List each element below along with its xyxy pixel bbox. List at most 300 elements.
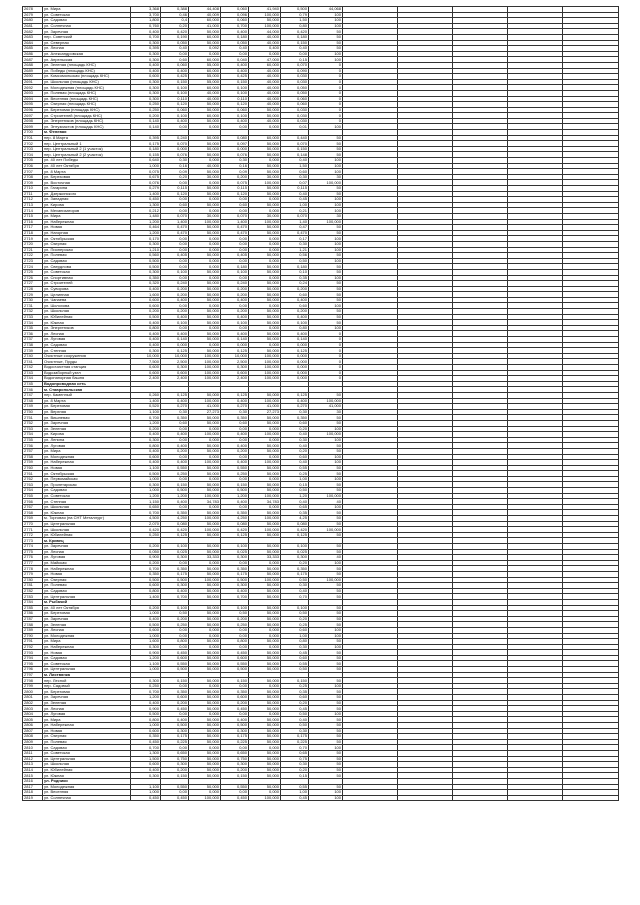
value-cell: 0,60 [281, 292, 309, 298]
value-cell: 0,800 [221, 639, 249, 645]
street-name: м. Ставропольская [43, 387, 131, 393]
value-cell: 0,30 [161, 409, 189, 415]
value-cell: 50 [309, 230, 343, 236]
value-cell: 0,000 [281, 353, 309, 359]
value-cell: 10,000 [161, 353, 189, 359]
empty-cell [343, 795, 398, 801]
value-cell: 0,24 [281, 281, 309, 287]
value-cell: 50 [309, 510, 343, 516]
value-cell: 0,400 [161, 443, 189, 449]
value-cell: 50,000 [189, 29, 221, 35]
value-cell: 1,50 [281, 163, 309, 169]
value-cell: 50,000 [249, 667, 281, 673]
value-cell: 0,40 [281, 191, 309, 197]
value-cell: 0,400 [131, 331, 161, 337]
value-cell: 0,01 [281, 124, 309, 130]
value-cell: 40,000 [249, 102, 281, 108]
row-number: 2684 [23, 40, 43, 46]
value-cell: 0,4 [161, 18, 189, 24]
value-cell: 0,200 [161, 700, 189, 706]
row-number: 2766 [23, 499, 43, 505]
value-cell: 60,000 [189, 113, 221, 119]
value-cell: 0,300 [131, 269, 161, 275]
row-number: 2793 [23, 650, 43, 656]
value-cell: 50,000 [249, 521, 281, 527]
value-cell: 0,000 [189, 208, 221, 214]
value-cell: 0,550 [221, 784, 249, 790]
value-cell: 1,000 [131, 611, 161, 617]
value-cell: 0,300 [161, 365, 189, 371]
value-cell: 0,00 [221, 426, 249, 432]
row-number: 2746 [23, 387, 43, 393]
row-number: 2798 [23, 678, 43, 684]
value-cell: 0,060 [161, 107, 189, 113]
value-cell: 0,150 [221, 482, 249, 488]
value-cell: 0,400 [221, 398, 249, 404]
value-cell: 0,200 [161, 767, 189, 773]
value-cell: 100 [309, 504, 343, 510]
street-name: ул. Центральная [43, 594, 131, 600]
street-name: ул. Энергетиков (площадь КНС) [43, 118, 131, 124]
row-number: 2692 [23, 85, 43, 91]
value-cell: 0,250 [131, 532, 161, 538]
value-cell: 0,500 [131, 471, 161, 477]
street-name: ул. Садовая [43, 588, 131, 594]
value-cell: 0,120 [161, 191, 189, 197]
value-cell: 1,00 [281, 476, 309, 482]
street-name: ул. Садовая [43, 258, 131, 264]
row-number: 2760 [23, 465, 43, 471]
value-cell: 0,79 [281, 12, 309, 18]
street-name: ул. Верхняя [43, 409, 131, 415]
value-cell: 0,400 [281, 398, 309, 404]
row-number: 2812 [23, 756, 43, 762]
street-name: ул. Южная [43, 773, 131, 779]
street-name: ул. Гагарина [43, 186, 131, 192]
row-number: 2763 [23, 482, 43, 488]
value-cell: 50 [309, 415, 343, 421]
value-cell: 40,000 [249, 40, 281, 46]
value-cell: 0,000 [249, 745, 281, 751]
value-cell: 2,400 [221, 376, 249, 382]
value-cell: 0,00 [161, 476, 189, 482]
street-name: ул. Полевая [43, 253, 131, 259]
value-cell: 50,000 [189, 706, 221, 712]
value-cell: 50 [309, 286, 343, 292]
value-cell: 0,00 [161, 627, 189, 633]
row-number: 2721 [23, 247, 43, 253]
value-cell: 0,30 [281, 437, 309, 443]
value-cell: 41,940 [249, 7, 281, 13]
value-cell: 60,000 [189, 18, 221, 24]
street-name: ул. Советская [43, 269, 131, 275]
value-cell: 0,100 [161, 320, 189, 326]
value-cell: 0,000 [189, 158, 221, 164]
value-cell: 0,180 [131, 146, 161, 152]
value-cell: 50,000 [249, 622, 281, 628]
value-cell: 0,120 [161, 102, 189, 108]
value-cell: 0,225 [161, 739, 189, 745]
value-cell: 0,40 [281, 46, 309, 52]
value-cell: 50,000 [189, 309, 221, 315]
value-cell: 0,100 [221, 113, 249, 119]
value-cell: 0,140 [221, 337, 249, 343]
value-cell: 0,30 [221, 158, 249, 164]
value-cell: 0,000 [281, 365, 309, 371]
value-cell: 60,000 [189, 68, 221, 74]
street-name: ул. Александровская [43, 51, 131, 57]
street-name: Водозаборный узел [43, 370, 131, 376]
row-number: 2751 [23, 415, 43, 421]
row-number: 2780 [23, 577, 43, 583]
value-cell: 0,20 [281, 700, 309, 706]
row-number: 2792 [23, 644, 43, 650]
value-cell: 0,025 [161, 549, 189, 555]
value-cell: 0,80 [281, 23, 309, 29]
value-cell: 50 [309, 264, 343, 270]
street-name: пер. Центральный 2 (1 участок) [43, 146, 131, 152]
value-cell: 0,125 [221, 392, 249, 398]
value-cell: 0,550 [221, 465, 249, 471]
value-cell: 50 [309, 420, 343, 426]
value-cell: 55,000 [189, 74, 221, 80]
value-cell: 0,000 [249, 258, 281, 264]
value-cell: 100 [309, 627, 343, 633]
value-cell: 0,000 [189, 264, 221, 270]
value-cell: 0,50 [281, 488, 309, 494]
value-cell: 0,000 [249, 275, 281, 281]
value-cell: 0,450 [221, 795, 249, 801]
value-cell: 50 [309, 695, 343, 701]
value-cell: 0,000 [249, 236, 281, 242]
value-cell: 44,408 [189, 7, 221, 13]
value-cell: 100,000 [249, 398, 281, 404]
value-cell: 0,140 [131, 124, 161, 130]
value-cell: 0,800 [131, 588, 161, 594]
row-number: 2788 [23, 622, 43, 628]
value-cell: 100,000 [189, 460, 221, 466]
street-name: пер. Каменный [43, 392, 131, 398]
value-cell: 100 [309, 197, 343, 203]
value-cell: 0,100 [161, 113, 189, 119]
value-cell: 0,80 [281, 325, 309, 331]
value-cell: 0,300 [221, 365, 249, 371]
value-cell: 0,115 [221, 186, 249, 192]
value-cell: 0,20 [281, 560, 309, 566]
value-cell: 0,800 [131, 443, 161, 449]
street-name: ул. Центральная [43, 667, 131, 673]
value-cell: 0,120 [221, 102, 249, 108]
street-name: ул. Мира [43, 448, 131, 454]
value-cell: 0,350 [161, 510, 189, 516]
value-cell: 0,000 [189, 124, 221, 130]
value-cell: 0,420 [161, 29, 189, 35]
row-number: 2782 [23, 588, 43, 594]
value-cell: 0,000 [249, 426, 281, 432]
value-cell: 100 [309, 745, 343, 751]
value-cell: 0,350 [281, 415, 309, 421]
value-cell: 0,120 [221, 191, 249, 197]
value-cell: 1,300 [131, 202, 161, 208]
street-name: ул. Садовая [43, 342, 131, 348]
value-cell: 0,260 [131, 392, 161, 398]
value-cell: 100 [309, 169, 343, 175]
value-cell: 100 [309, 124, 343, 130]
value-cell: 0,30 [281, 583, 309, 589]
value-cell: 0,00 [221, 476, 249, 482]
value-cell: 50,000 [249, 532, 281, 538]
value-cell: 0,060 [161, 62, 189, 68]
value-cell: 0,56 [281, 253, 309, 259]
value-cell: 0,600 [131, 454, 161, 460]
value-cell: 50,000 [189, 169, 221, 175]
value-cell: 50,000 [249, 169, 281, 175]
value-cell: 0,125 [221, 348, 249, 354]
street-name: ул. Озерная [43, 734, 131, 740]
value-cell: 0,175 [221, 571, 249, 577]
value-cell: 0,270 [281, 404, 309, 410]
value-cell: 0,400 [131, 432, 161, 438]
row-number: 2683 [23, 34, 43, 40]
street-name: м. Кривец [43, 538, 131, 544]
street-name: ул. Озерная [43, 241, 131, 247]
value-cell: 0,35 [281, 275, 309, 281]
street-name: ул. Пионерская [43, 247, 131, 253]
street-name: ул. Лесная [43, 46, 131, 52]
value-cell: 0,000 [189, 51, 221, 57]
value-cell: 100,000 [249, 516, 281, 522]
street-name: ул. Нагорная [43, 230, 131, 236]
row-number: 2748 [23, 398, 43, 404]
value-cell: 0,60 [161, 202, 189, 208]
value-cell: 0,09 [161, 169, 189, 175]
value-cell: 0,200 [221, 616, 249, 622]
row-number: 2724 [23, 264, 43, 270]
value-cell: 50,000 [249, 571, 281, 577]
row-number: 2712 [23, 197, 43, 203]
street-name: ул. Заречная [43, 544, 131, 550]
value-cell: 50,000 [249, 544, 281, 550]
row-number: 2737 [23, 337, 43, 343]
value-cell: 0,000 [249, 711, 281, 717]
value-cell: 100,000 [249, 376, 281, 382]
value-cell: 4,250 [221, 516, 249, 522]
value-cell: 0,60 [281, 454, 309, 460]
value-cell: 0,250 [131, 102, 161, 108]
value-cell: 50,000 [189, 700, 221, 706]
value-cell: 100,000 [309, 493, 343, 499]
value-cell: 0,000 [189, 303, 221, 309]
value-cell: 40,000 [249, 79, 281, 85]
value-cell: 50,000 [189, 532, 221, 538]
row-number: 2819 [23, 795, 43, 801]
value-cell: 50 [309, 750, 343, 756]
value-cell: 10,000 [221, 353, 249, 359]
value-cell: 0,150 [161, 79, 189, 85]
value-cell: 0,000 [189, 633, 221, 639]
street-name: ул. Заречная [43, 29, 131, 35]
value-cell: 0,400 [281, 331, 309, 337]
value-cell: 0 [309, 96, 343, 102]
value-cell: 50,000 [189, 281, 221, 287]
value-cell: 0,097 [221, 141, 249, 147]
value-cell: 0,000 [189, 627, 221, 633]
value-cell: 0 [309, 370, 343, 376]
street-name: Водопроводная сеть [43, 381, 131, 387]
street-name: ул. Новая [43, 728, 131, 734]
street-name: ул. Кирова [43, 202, 131, 208]
row-number: 2769 [23, 516, 43, 522]
value-cell: 10,000 [131, 353, 161, 359]
value-cell: 0,300 [131, 348, 161, 354]
row-number: 2682 [23, 29, 43, 35]
value-cell: 50,000 [189, 611, 221, 617]
value-cell: 0,190 [161, 34, 189, 40]
value-cell: 0,00 [161, 325, 189, 331]
value-cell: 0 [309, 68, 343, 74]
value-cell: 40,000 [249, 90, 281, 96]
street-name: ул. Ленина [43, 437, 131, 443]
value-cell: 0,070 [281, 141, 309, 147]
value-cell: 41,000 [189, 404, 221, 410]
value-cell: 0,10 [281, 269, 309, 275]
street-name: пер. Советский [43, 34, 131, 40]
value-cell: 100,000 [249, 460, 281, 466]
value-cell: 0,300 [281, 555, 309, 561]
value-cell: 0,180 [281, 264, 309, 270]
value-cell: 0,200 [131, 605, 161, 611]
value-cell: 60,000 [189, 85, 221, 91]
value-cell: 100,000 [249, 353, 281, 359]
value-cell: 0,300 [131, 773, 161, 779]
value-cell: 1,500 [131, 756, 161, 762]
value-cell: 0,200 [131, 426, 161, 432]
value-cell: 0,000 [189, 342, 221, 348]
value-cell: 1,000 [131, 667, 161, 673]
value-cell: 50,000 [249, 650, 281, 656]
empty-cell [398, 795, 453, 801]
value-cell: 0,060 [221, 7, 249, 13]
value-cell: 0,400 [221, 29, 249, 35]
row-number: 2801 [23, 695, 43, 701]
value-cell: 50 [309, 320, 343, 326]
value-cell: 0,090 [281, 68, 309, 74]
row-number: 2700 [23, 130, 43, 136]
value-cell: 100 [309, 683, 343, 689]
value-cell: 0 [309, 118, 343, 124]
value-cell: 50,000 [249, 225, 281, 231]
value-cell: 0,400 [161, 432, 189, 438]
street-name: ул. Юбилейная [43, 314, 131, 320]
value-cell: 50 [309, 571, 343, 577]
value-cell: 1,000 [131, 723, 161, 729]
value-cell: 0,060 [281, 96, 309, 102]
value-cell: 0,00 [221, 627, 249, 633]
value-cell: 1,40 [281, 219, 309, 225]
street-name: ул. Октябрьская [43, 471, 131, 477]
value-cell: 0,30 [221, 409, 249, 415]
street-name: ул. Школьная [43, 504, 131, 510]
value-cell: 1,00 [281, 202, 309, 208]
value-cell: 50,000 [249, 639, 281, 645]
row-number: 2702 [23, 141, 43, 147]
value-cell: 50,000 [189, 230, 221, 236]
row-number: 2730 [23, 297, 43, 303]
value-cell: 50,000 [249, 471, 281, 477]
value-cell: 0,00 [161, 437, 189, 443]
street-name: ул. Зеленая [43, 426, 131, 432]
row-number: 2784 [23, 599, 43, 605]
value-cell: 0,100 [221, 320, 249, 326]
value-cell: 0,400 [161, 588, 189, 594]
value-cell: 50,000 [249, 717, 281, 723]
value-cell: 50,000 [189, 420, 221, 426]
street-name: ул. Набережная [43, 644, 131, 650]
street-name: ул. Энтузиастов (площадь КНС) [43, 124, 131, 130]
value-cell: 0,400 [131, 448, 161, 454]
value-cell: 34,783 [249, 499, 281, 505]
value-cell: 50,000 [249, 689, 281, 695]
value-cell: 0,300 [161, 728, 189, 734]
value-cell: 50,000 [249, 756, 281, 762]
row-number: 2699 [23, 124, 43, 130]
street-name: ул. Свердлова [43, 264, 131, 270]
value-cell: 1,300 [131, 750, 161, 756]
value-cell: 50,000 [249, 348, 281, 354]
row-number: 2797 [23, 672, 43, 678]
value-cell: 50 [309, 728, 343, 734]
value-cell: 0,00 [221, 437, 249, 443]
row-number: 2758 [23, 454, 43, 460]
street-name: пер. Лесной [43, 678, 131, 684]
value-cell: 50,000 [249, 728, 281, 734]
value-cell: 0,000 [189, 241, 221, 247]
value-cell: 0,000 [189, 454, 221, 460]
value-cell: 50,000 [249, 269, 281, 275]
value-cell: 0,100 [221, 90, 249, 96]
street-name: ул. Школьная [43, 309, 131, 315]
street-name: ул. Набережная [43, 219, 131, 225]
value-cell: 50,000 [249, 141, 281, 147]
value-cell: 0,070 [281, 62, 309, 68]
street-name: ул. Озерная (площадь КНС) [43, 102, 131, 108]
value-cell: 50,000 [189, 269, 221, 275]
value-cell: 50,000 [189, 750, 221, 756]
value-cell: 50,000 [249, 739, 281, 745]
value-cell: 50 [309, 689, 343, 695]
value-cell: 50,000 [249, 767, 281, 773]
empty-cell [563, 795, 619, 801]
value-cell: 0,400 [131, 320, 161, 326]
value-cell: 0,300 [131, 51, 161, 57]
value-cell: 0,15 [281, 482, 309, 488]
value-cell: 100 [309, 711, 343, 717]
value-cell: 100 [309, 208, 343, 214]
value-cell: 50 [309, 135, 343, 141]
value-cell: 0,000 [161, 146, 189, 152]
value-cell: 50 [309, 650, 343, 656]
row-number: 2693 [23, 90, 43, 96]
value-cell: 100 [309, 57, 343, 63]
value-cell: 0,000 [249, 683, 281, 689]
value-cell: 50 [309, 549, 343, 555]
value-cell: 0 [309, 348, 343, 354]
value-cell: 30,000 [189, 213, 221, 219]
row-number: 2722 [23, 253, 43, 259]
row-number: 2754 [23, 432, 43, 438]
street-name: ул. Береговая [43, 404, 131, 410]
value-cell: 0,520 [131, 404, 161, 410]
